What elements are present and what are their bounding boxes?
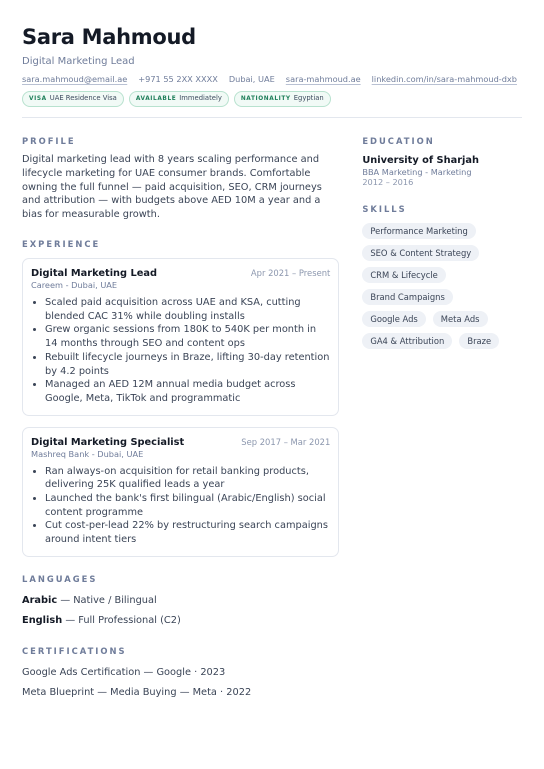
badge-key: VISA — [29, 96, 47, 102]
job-card — [22, 258, 339, 416]
skill-chip: CRM & Lifecycle — [362, 267, 446, 283]
contact-row — [22, 74, 522, 84]
job-header — [31, 268, 330, 279]
education-school: University of Sharjah — [362, 155, 479, 166]
language-level: — Native / Bilingual — [57, 594, 157, 606]
language-name: Arabic — [22, 594, 58, 606]
certification-item: Meta Blueprint — Media Buying — Meta · 2022 — [22, 686, 252, 698]
skill-chip: Meta Ads — [433, 311, 488, 327]
badge-value: Egyptian — [293, 94, 324, 102]
job-company: Careem - Dubai, UAE — [31, 279, 118, 290]
job-bullet: • Rebuilt lifecycle journeys in Braze, lifting 30-day retention by 4.2 points — [45, 351, 330, 378]
profile-summary: Digital marketing lead with 8 years scaling performance and lifecycle marketing for UAE consumer brands. Comfortable owning the full funnel — paid acquisition, SEO, CRM journeys and attribution — with budgets above AED 10M a year and a bias for measurable growth. — [22, 154, 322, 221]
language-name: English — [22, 614, 63, 626]
content-columns — [22, 136, 522, 699]
side-column — [362, 136, 522, 699]
skill-chip: SEO & Content Strategy — [362, 245, 479, 261]
job-role: Digital Marketing Lead — [31, 267, 157, 279]
language-item — [22, 594, 339, 607]
language-item — [22, 614, 339, 627]
languages-heading: LANGUAGES — [22, 573, 98, 584]
job-bullet: • Grew organic sessions from 180K to 540K per month in 14 months through SEO and content ops — [45, 323, 330, 350]
visa-badge — [22, 91, 124, 107]
job-dates: Apr 2021 – Present — [250, 267, 331, 278]
email-link[interactable]: sara.mahmoud@email.ae — [22, 74, 128, 84]
badge-row — [22, 91, 522, 107]
skill-chip: Performance Marketing — [362, 223, 475, 239]
candidate-title: Digital Marketing Lead — [22, 56, 135, 67]
job-bullet: • Launched the bank's first bilingual (Arabic/English) social content programme — [45, 492, 330, 519]
skill-chip: Google Ads — [362, 311, 425, 327]
job-header — [31, 437, 330, 448]
badge-key: AVAILABLE — [135, 96, 177, 102]
website-link[interactable]: sara-mahmoud.ae — [285, 74, 361, 84]
skill-chip: GA4 & Attribution — [362, 333, 452, 349]
certification-item: Google Ads Certification — Google · 2023 — [22, 666, 226, 678]
location-text: Dubai, UAE — [228, 74, 275, 84]
skills-heading: SKILLS — [362, 204, 407, 214]
nationality-badge — [234, 91, 331, 107]
linkedin-link[interactable]: linkedin.com/in/sara-mahmoud-dxb — [371, 74, 517, 84]
badge-value: Immediately — [179, 94, 222, 102]
job-bullets — [31, 465, 330, 547]
availability-badge — [129, 91, 229, 107]
job-dates: Sep 2017 – Mar 2021 — [241, 436, 331, 447]
skill-chip: Braze — [459, 333, 499, 349]
job-bullet: • Managed an AED 12M annual media budget across Google, Meta, TikTok and programmatic — [45, 378, 330, 405]
badge-value: UAE Residence Visa — [49, 94, 117, 102]
profile-heading: PROFILE — [22, 136, 76, 146]
language-level: — Full Professional (C2) — [62, 614, 181, 626]
phone-text: +971 55 2XX XXXX — [138, 74, 218, 84]
job-bullets — [31, 296, 330, 406]
header-divider — [22, 117, 522, 118]
job-role: Digital Marketing Specialist — [31, 436, 185, 448]
job-bullet: • Scaled paid acquisition across UAE and KSA, cutting blended CAC 31% while doubling installs — [45, 296, 330, 323]
skill-chip: Brand Campaigns — [362, 289, 453, 305]
badge-key: NATIONALITY — [240, 96, 291, 102]
job-bullet: • Cut cost-per-lead 22% by restructuring search campaigns around intent tiers — [45, 519, 330, 546]
job-card — [22, 427, 339, 557]
candidate-name: Sara Mahmoud — [22, 25, 196, 49]
education-heading: EDUCATION — [362, 136, 435, 146]
job-bullet: • Ran always-on acquisition for retail banking products, delivering 25K qualified leads a year — [45, 465, 330, 492]
education-years: 2012 – 2016 — [362, 177, 414, 187]
job-company: Mashreq Bank - Dubai, UAE — [31, 448, 144, 459]
main-column — [22, 136, 339, 699]
education-degree: BBA Marketing - Marketing — [362, 167, 472, 177]
experience-heading: EXPERIENCE — [22, 238, 101, 249]
skills-list — [362, 223, 522, 349]
certifications-heading: CERTIFICATIONS — [22, 645, 127, 656]
